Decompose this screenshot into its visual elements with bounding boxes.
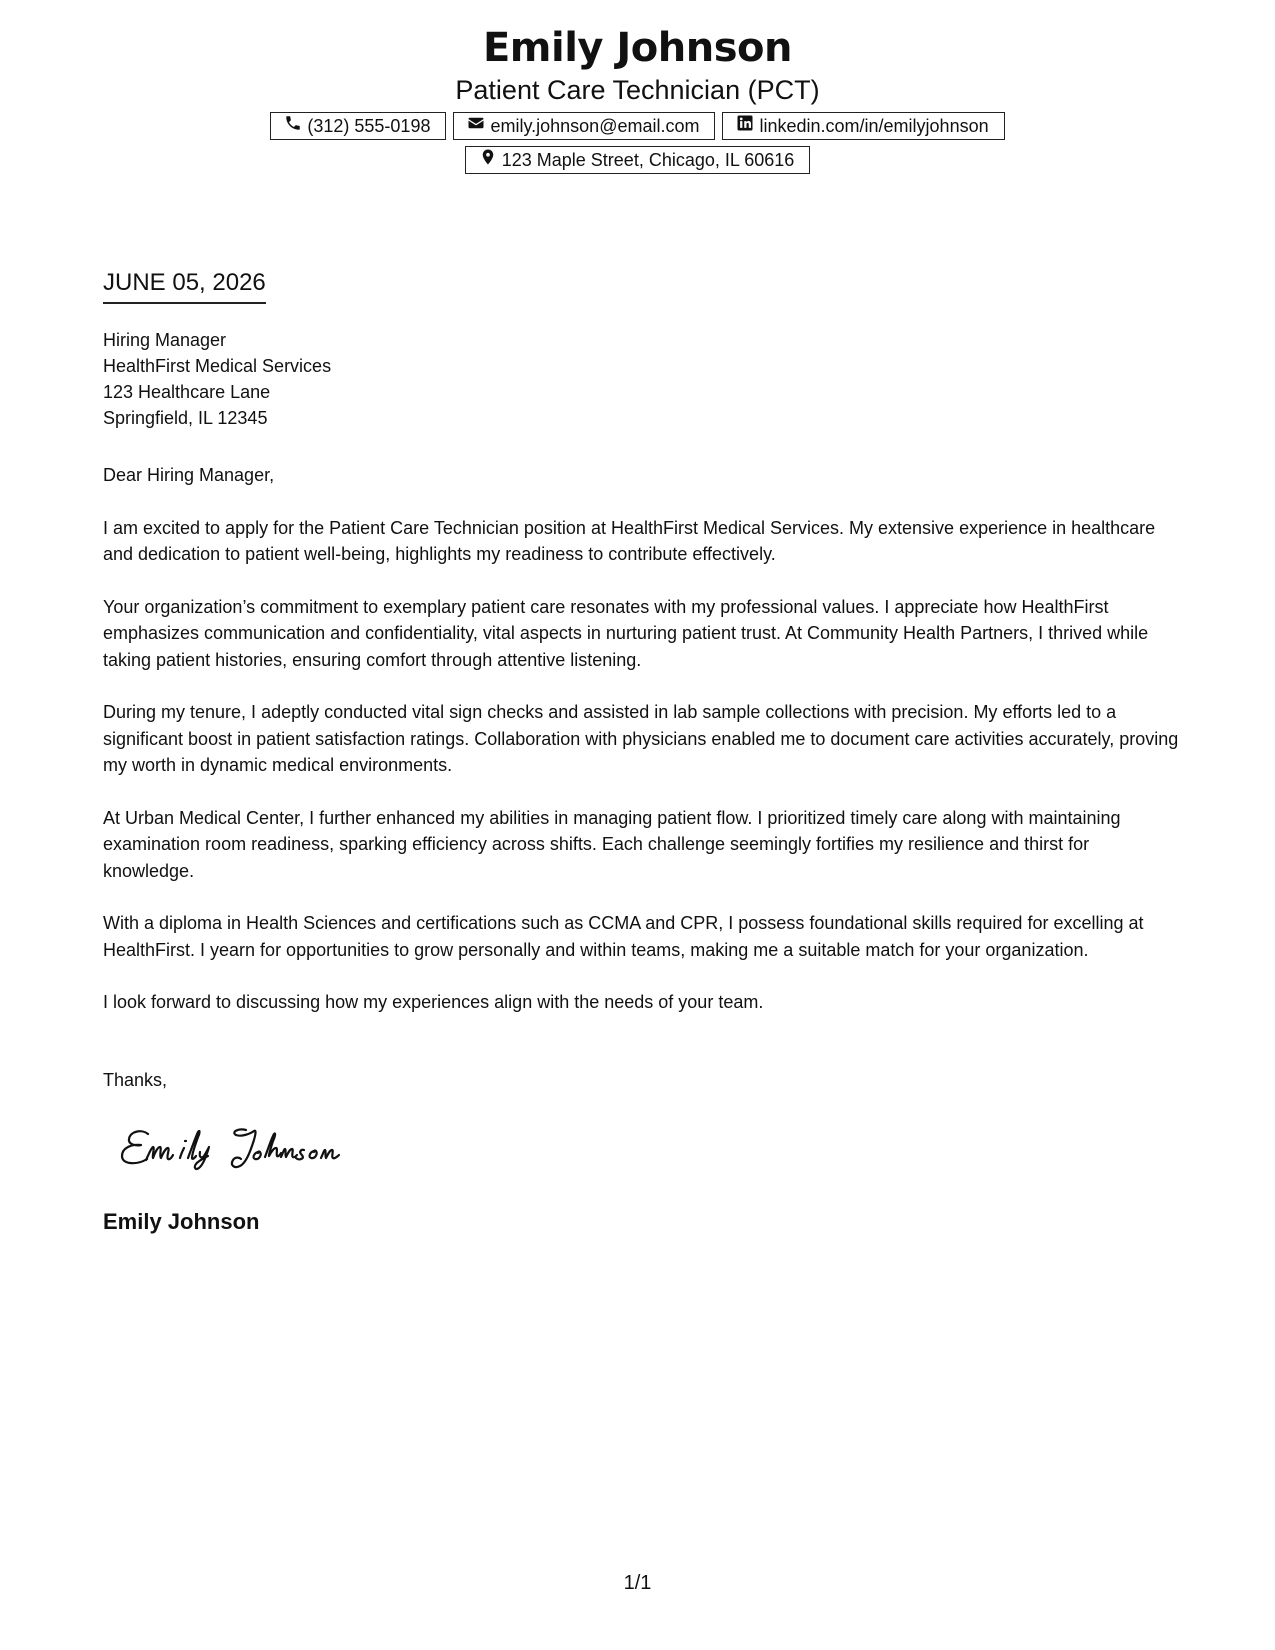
recipient-line: Springfield, IL 12345 (103, 408, 268, 428)
body-paragraph: Your organization’s commitment to exemplary patient care resonates with my professional values. I appreciate how HealthFirst emphasizes communication and confidentiality, vital aspects in nurturing patient trust. At Community Health Partners, I thrived while taking patient histories, ensuring comfort through attentive listening. (103, 596, 1149, 670)
email-text: emily.johnson@email.com (490, 116, 700, 136)
letter-date: JUNE 05, 2026 (103, 268, 266, 304)
recipient-line: 123 Healthcare Lane (103, 382, 271, 402)
salutation: Dear Hiring Manager, (103, 465, 275, 485)
phone-icon (284, 112, 302, 140)
handwritten-signature (118, 1122, 348, 1174)
contact-row-2 (0, 146, 1275, 174)
linkedin-text: linkedin.com/in/emilyjohnson (759, 116, 989, 136)
map-pin-icon (479, 146, 497, 174)
envelope-icon (467, 112, 485, 140)
body-paragraph: At Urban Medical Center, I further enhanced my abilities in managing patient flow. I prioritized timely care along with maintaining examination room readiness, sparking efficiency across shifts. Each challenge seemingly fortifies my resilience and thirst for knowledge. (103, 807, 1121, 881)
page-number: 1/1 (623, 1572, 652, 1594)
phone-text: (312) 555-0198 (307, 116, 431, 136)
applicant-title: Patient Care Technician (PCT) (455, 75, 820, 105)
linkedin-icon (736, 112, 754, 140)
body-paragraph: During my tenure, I adeptly conducted vital sign checks and assisted in lab sample collections with precision. My efforts led to a significant boost in patient satisfaction ratings. Collaboration with physicians enabled me to document care activities accurately, proving my worth in dynamic medical environments. (103, 702, 1179, 775)
letter-header (0, 22, 1275, 174)
email-chip (453, 112, 715, 140)
body-paragraph: With a diploma in Health Sciences and certifications such as CCMA and CPR, I possess foundational skills required for excelling at HealthFirst. I yearn for opportunities to grow personally and within teams, making me a suitable match for your organization. (103, 913, 1144, 960)
body-paragraph: I am excited to apply for the Patient Care Technician position at HealthFirst Medical Services. My extensive experience in healthcare and dedication to patient well-being, highlights my readiness to contribute effectively. (103, 517, 1156, 564)
phone-chip (270, 112, 446, 140)
applicant-name: Emily Johnson (482, 25, 792, 71)
address-chip (465, 146, 811, 174)
contact-row-1 (0, 112, 1275, 140)
recipient-line: HealthFirst Medical Services (103, 356, 332, 376)
letter-body (103, 462, 1183, 1042)
recipient-line: Hiring Manager (103, 330, 227, 350)
recipient-block (103, 327, 331, 431)
signature-drawing (118, 1122, 348, 1174)
closing: Thanks, (103, 1070, 168, 1090)
signer-name: Emily Johnson (103, 1209, 260, 1234)
linkedin-chip (722, 112, 1004, 140)
body-paragraph: I look forward to discussing how my experiences align with the needs of your team. (103, 992, 764, 1012)
address-text: 123 Maple Street, Chicago, IL 60616 (501, 150, 795, 170)
